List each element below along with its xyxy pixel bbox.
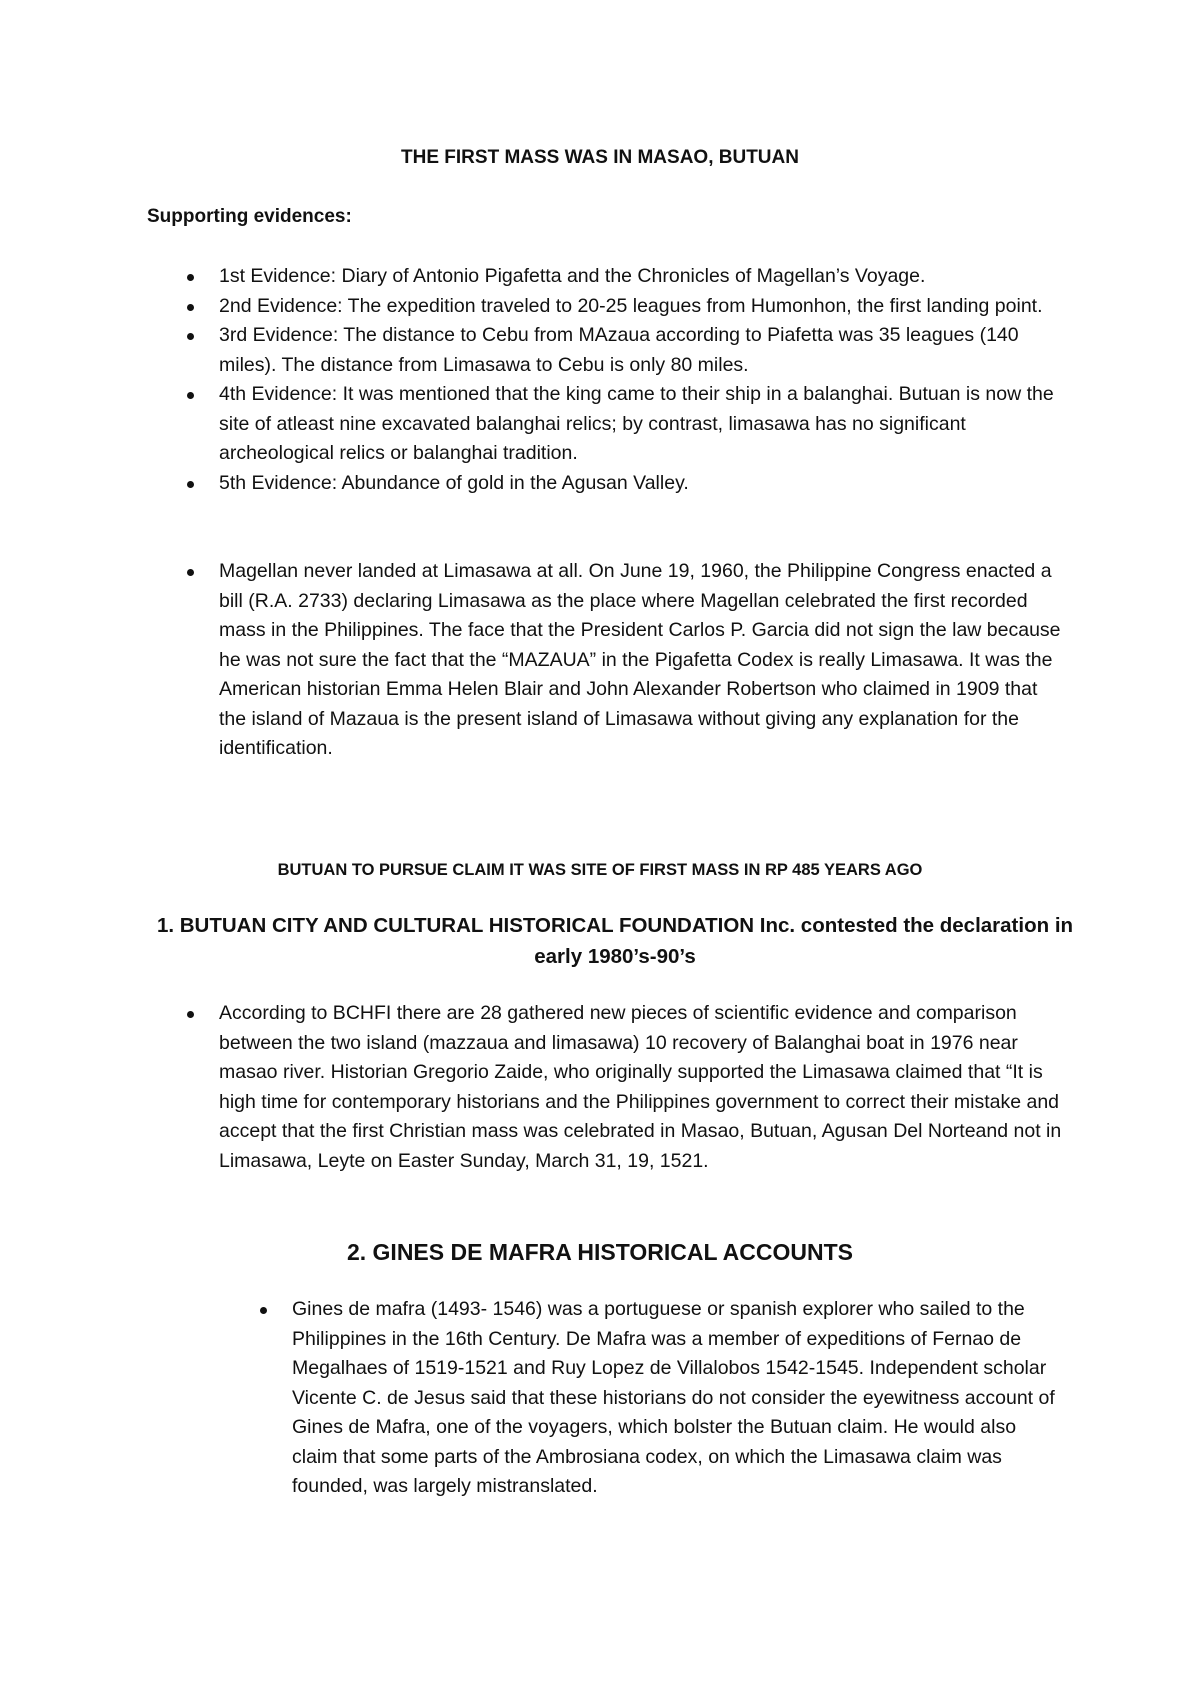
list-item [219,262,1059,292]
bullet-icon [187,392,194,399]
list-item [219,321,1059,380]
list-item [219,292,1059,322]
supporting-evidences-label: Supporting evidences: [147,206,352,227]
evidence-text: 2nd Evidence: The expedition traveled to 20-25 leagues from Humonhon, the first landing point. [219,294,1043,317]
bchfi-paragraph: According to BCHFI there are 28 gathered new pieces of scientific evidence and comparison between the two island (mazzaua and limasawa) 10 recovery of Balanghai boat in 1976 near masao river. Historian Gregorio Zaide, who originally supported the Limasawa claimed that “It is high time for contemporary historians and the Philippines government to correct their mistake and accept that the first Christian mass was celebrated in Masao, Butuan, Agusan Del Norteand not in Limasawa, Leyte on Easter Sunday, March 31, 19, 1521. [219,1002,1062,1172]
list-item [292,1295,1062,1502]
evidence-text: 3rd Evidence: The distance to Cebu from MAzaua according to Piafetta was 35 leagues (140 miles). The distance from Limasawa to Cebu is only 80 miles. [219,324,1019,376]
bullet-icon [187,481,194,488]
magellan-paragraph: Magellan never landed at Limasawa at all. On June 19, 1960, the Philippine Congress enacted a bill (R.A. 2733) declaring Limasawa as the place where Magellan celebrated the first recorded mass in the Philippines. The face that the President Carlos P. Garcia did not sign the law because he was not sure the fact that the “MAZAUA” in the Pigafetta Codex is really Limasawa. It was the American historian Emma Helen Blair and John Alexander Robertson who claimed in 1909 that the island of Mazaua is the present island of Limasawa without giving any explanation for the identification. [219,560,1061,759]
bullet-icon [260,1307,267,1314]
bullet-icon [187,569,194,576]
mafra-paragraph: Gines de mafra (1493- 1546) was a portuguese or spanish explorer who sailed to the Philippines in the 16th Century. De Mafra was a member of expeditions of Fernao de Megalhaes of 1519-1521 and Ruy Lopez de Villalobos 1542-1545. Independent scholar Vicente C. de Jesus said that these historians do not consider the eyewitness account of Gines de Mafra, one of the voyagers, which bolster the Butuan claim. He would also claim that some parts of the Ambrosiana codex, on which the Limasawa claim was founded, was largely mistranslated. [292,1298,1055,1497]
document-title: THE FIRST MASS WAS IN MASAO, BUTUAN [401,147,799,168]
evidence-list [219,262,1059,498]
mafra-list [292,1295,1062,1502]
evidence-text: 5th Evidence: Abundance of gold in the Agusan Valley. [219,471,689,494]
numbered-heading-1: 1. BUTUAN CITY AND CULTURAL HISTORICAL FOUNDATION Inc. contested the declaration in early 1980’s-90’s [156,914,1074,968]
magellan-list [219,557,1064,764]
list-item [219,380,1059,469]
bullet-icon [187,274,194,281]
list-item [219,999,1064,1176]
numbered-heading-2: 2. GINES DE MAFRA HISTORICAL ACCOUNTS [346,1239,854,1265]
bchfi-list [219,999,1064,1176]
evidence-text: 1st Evidence: Diary of Antonio Pigafetta and the Chronicles of Magellan’s Voyage. [219,265,926,287]
section-heading: BUTUAN TO PURSUE CLAIM IT WAS SITE OF FIRST MASS IN RP 485 YEARS AGO [277,861,923,879]
evidence-text: 4th Evidence: It was mentioned that the king came to their ship in a balanghai. Butuan is now the site of atleast nine excavated balanghai relics; by contrast, limasawa has no significant archeological relics or balanghai tradition. [219,383,1054,464]
bullet-icon [187,1011,194,1018]
bullet-icon [187,333,194,340]
bullet-icon [187,304,194,311]
list-item [219,469,1059,499]
list-item [219,557,1064,764]
